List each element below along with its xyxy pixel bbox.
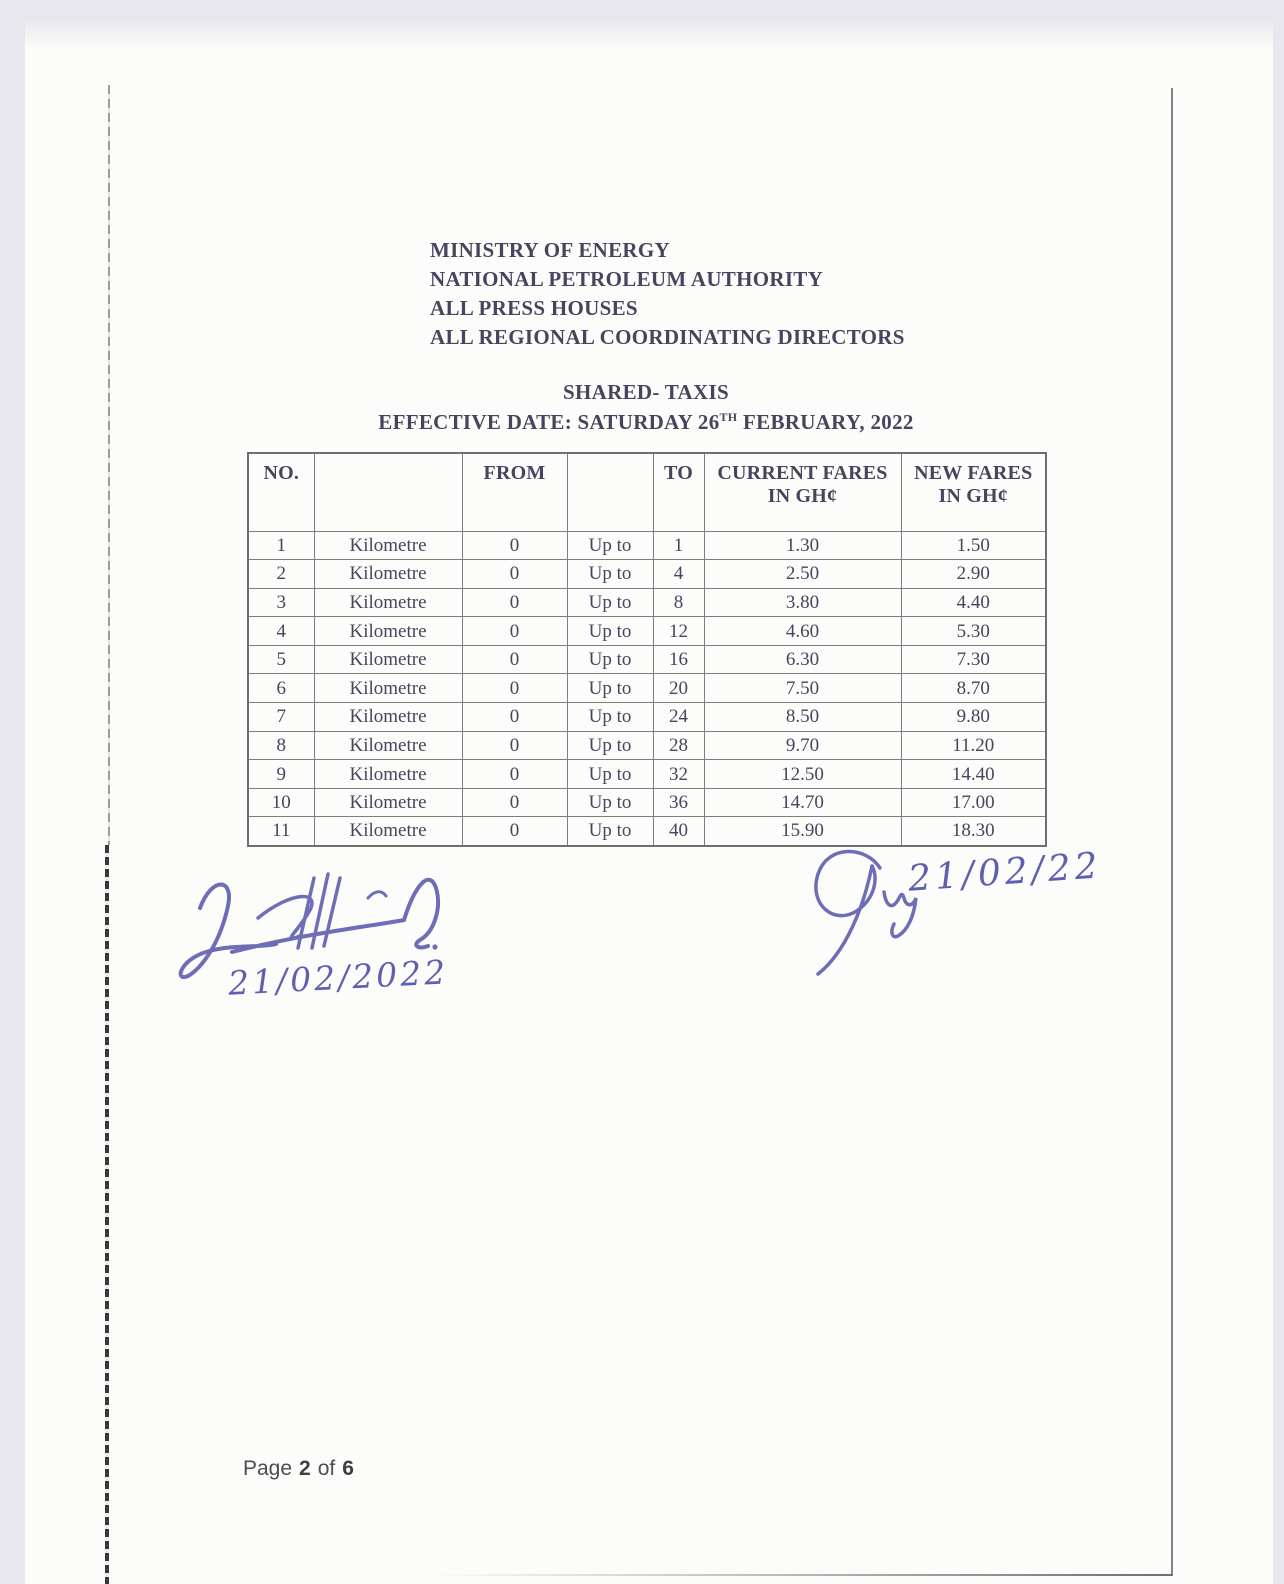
cell-from: 0 [462,731,567,760]
fare-table [247,452,1047,847]
table-row [248,531,1046,560]
col-header-new-fares [901,453,1046,531]
effective-date-prefix: EFFECTIVE DATE: SATURDAY 26 [378,410,720,434]
cell-to: 4 [653,560,704,589]
cell-unit: Kilometre [314,788,462,817]
effective-date-ordinal: TH [719,410,738,424]
recipient-list [430,236,905,352]
recipient-line: ALL REGIONAL COORDINATING DIRECTORS [430,325,905,349]
cell-range: Up to [567,731,653,760]
col-header-current-fares [704,453,901,531]
cell-from: 0 [462,645,567,674]
footer-total-pages: 6 [342,1457,354,1480]
cell-range: Up to [567,760,653,789]
cell-range: Up to [567,645,653,674]
cell-unit: Kilometre [314,531,462,560]
recipient-line: MINISTRY OF ENERGY [430,238,670,262]
effective-date-line [247,410,1045,435]
cell-unit: Kilometre [314,560,462,589]
page-footer [243,1457,354,1481]
cell-new-fare: 4.40 [901,588,1046,617]
cell-to: 20 [653,674,704,703]
col-header-unit [314,453,462,531]
cell-to: 8 [653,588,704,617]
cell-to: 24 [653,703,704,732]
cell-to: 40 [653,817,704,846]
table-row [248,617,1046,646]
cell-from: 0 [462,760,567,789]
cell-new-fare: 14.40 [901,760,1046,789]
table-row [248,788,1046,817]
recipient-line: NATIONAL PETROLEUM AUTHORITY [430,267,824,291]
table-row [248,645,1046,674]
table-header-row [248,453,1046,531]
cell-from: 0 [462,531,567,560]
cell-range: Up to [567,560,653,589]
left-page-edge-artifact [108,85,110,845]
cell-no: 7 [248,703,314,732]
cell-range: Up to [567,703,653,732]
cell-new-fare: 9.80 [901,703,1046,732]
cell-current-fare: 4.60 [704,617,901,646]
cell-no: 1 [248,531,314,560]
cell-unit: Kilometre [314,731,462,760]
cell-range: Up to [567,788,653,817]
cell-current-fare: 15.90 [704,817,901,846]
cell-from: 0 [462,674,567,703]
cell-new-fare: 11.20 [901,731,1046,760]
cell-no: 2 [248,560,314,589]
footer-word-of: of [317,1457,336,1480]
effective-date-suffix: FEBRUARY, 2022 [737,410,914,434]
cell-current-fare: 12.50 [704,760,901,789]
table-row [248,817,1046,846]
cell-no: 10 [248,788,314,817]
table-row [248,588,1046,617]
document-title-block [247,380,1045,435]
scan-top-shadow [25,22,1273,48]
cell-range: Up to [567,531,653,560]
cell-no: 3 [248,588,314,617]
left-page-edge-dashes [105,845,109,1584]
right-page-edge-line [1171,88,1173,1576]
document-title: SHARED- TAXIS [563,380,729,404]
col-header-to: TO [653,453,704,531]
cell-no: 5 [248,645,314,674]
cell-new-fare: 1.50 [901,531,1046,560]
col-header-from: FROM [462,453,567,531]
footer-page-number: 2 [299,1457,311,1480]
cell-no: 8 [248,731,314,760]
cell-to: 16 [653,645,704,674]
cell-new-fare: 8.70 [901,674,1046,703]
cell-no: 6 [248,674,314,703]
cell-from: 0 [462,588,567,617]
new-fares-line1: NEW FARES [914,462,1033,484]
cell-range: Up to [567,588,653,617]
cell-new-fare: 17.00 [901,788,1046,817]
cell-unit: Kilometre [314,674,462,703]
cell-new-fare: 5.30 [901,617,1046,646]
cell-range: Up to [567,617,653,646]
current-fares-line2: IN GH¢ [767,485,838,507]
cell-current-fare: 3.80 [704,588,901,617]
col-header-no: NO. [248,453,314,531]
cell-to: 1 [653,531,704,560]
cell-current-fare: 9.70 [704,731,901,760]
cell-current-fare: 6.30 [704,645,901,674]
cell-no: 11 [248,817,314,846]
cell-current-fare: 1.30 [704,531,901,560]
new-fares-line2: IN GH¢ [938,485,1009,507]
bottom-page-edge-line [430,1574,1172,1576]
cell-no: 4 [248,617,314,646]
cell-current-fare: 8.50 [704,703,901,732]
cell-range: Up to [567,674,653,703]
cell-new-fare: 2.90 [901,560,1046,589]
cell-unit: Kilometre [314,617,462,646]
table-row [248,674,1046,703]
handwritten-date-left: 21/02/2022 [227,952,450,1003]
cell-range: Up to [567,817,653,846]
cell-to: 32 [653,760,704,789]
cell-current-fare: 7.50 [704,674,901,703]
cell-from: 0 [462,817,567,846]
table-row [248,760,1046,789]
cell-current-fare: 2.50 [704,560,901,589]
current-fares-line1: CURRENT FARES [717,462,888,484]
cell-to: 36 [653,788,704,817]
cell-from: 0 [462,560,567,589]
cell-unit: Kilometre [314,645,462,674]
cell-unit: Kilometre [314,760,462,789]
handwritten-date-right: 21/02/22 [906,845,1103,900]
footer-word-page: Page [243,1457,293,1480]
cell-to: 12 [653,617,704,646]
signature-right [788,840,918,980]
recipient-line: ALL PRESS HOUSES [430,296,638,320]
cell-from: 0 [462,617,567,646]
cell-unit: Kilometre [314,588,462,617]
cell-unit: Kilometre [314,817,462,846]
cell-to: 28 [653,731,704,760]
cell-new-fare: 7.30 [901,645,1046,674]
cell-no: 9 [248,760,314,789]
cell-from: 0 [462,788,567,817]
table-row [248,560,1046,589]
table-row [248,703,1046,732]
col-header-range [567,453,653,531]
cell-new-fare: 18.30 [901,817,1046,846]
cell-unit: Kilometre [314,703,462,732]
cell-current-fare: 14.70 [704,788,901,817]
cell-from: 0 [462,703,567,732]
table-row [248,731,1046,760]
